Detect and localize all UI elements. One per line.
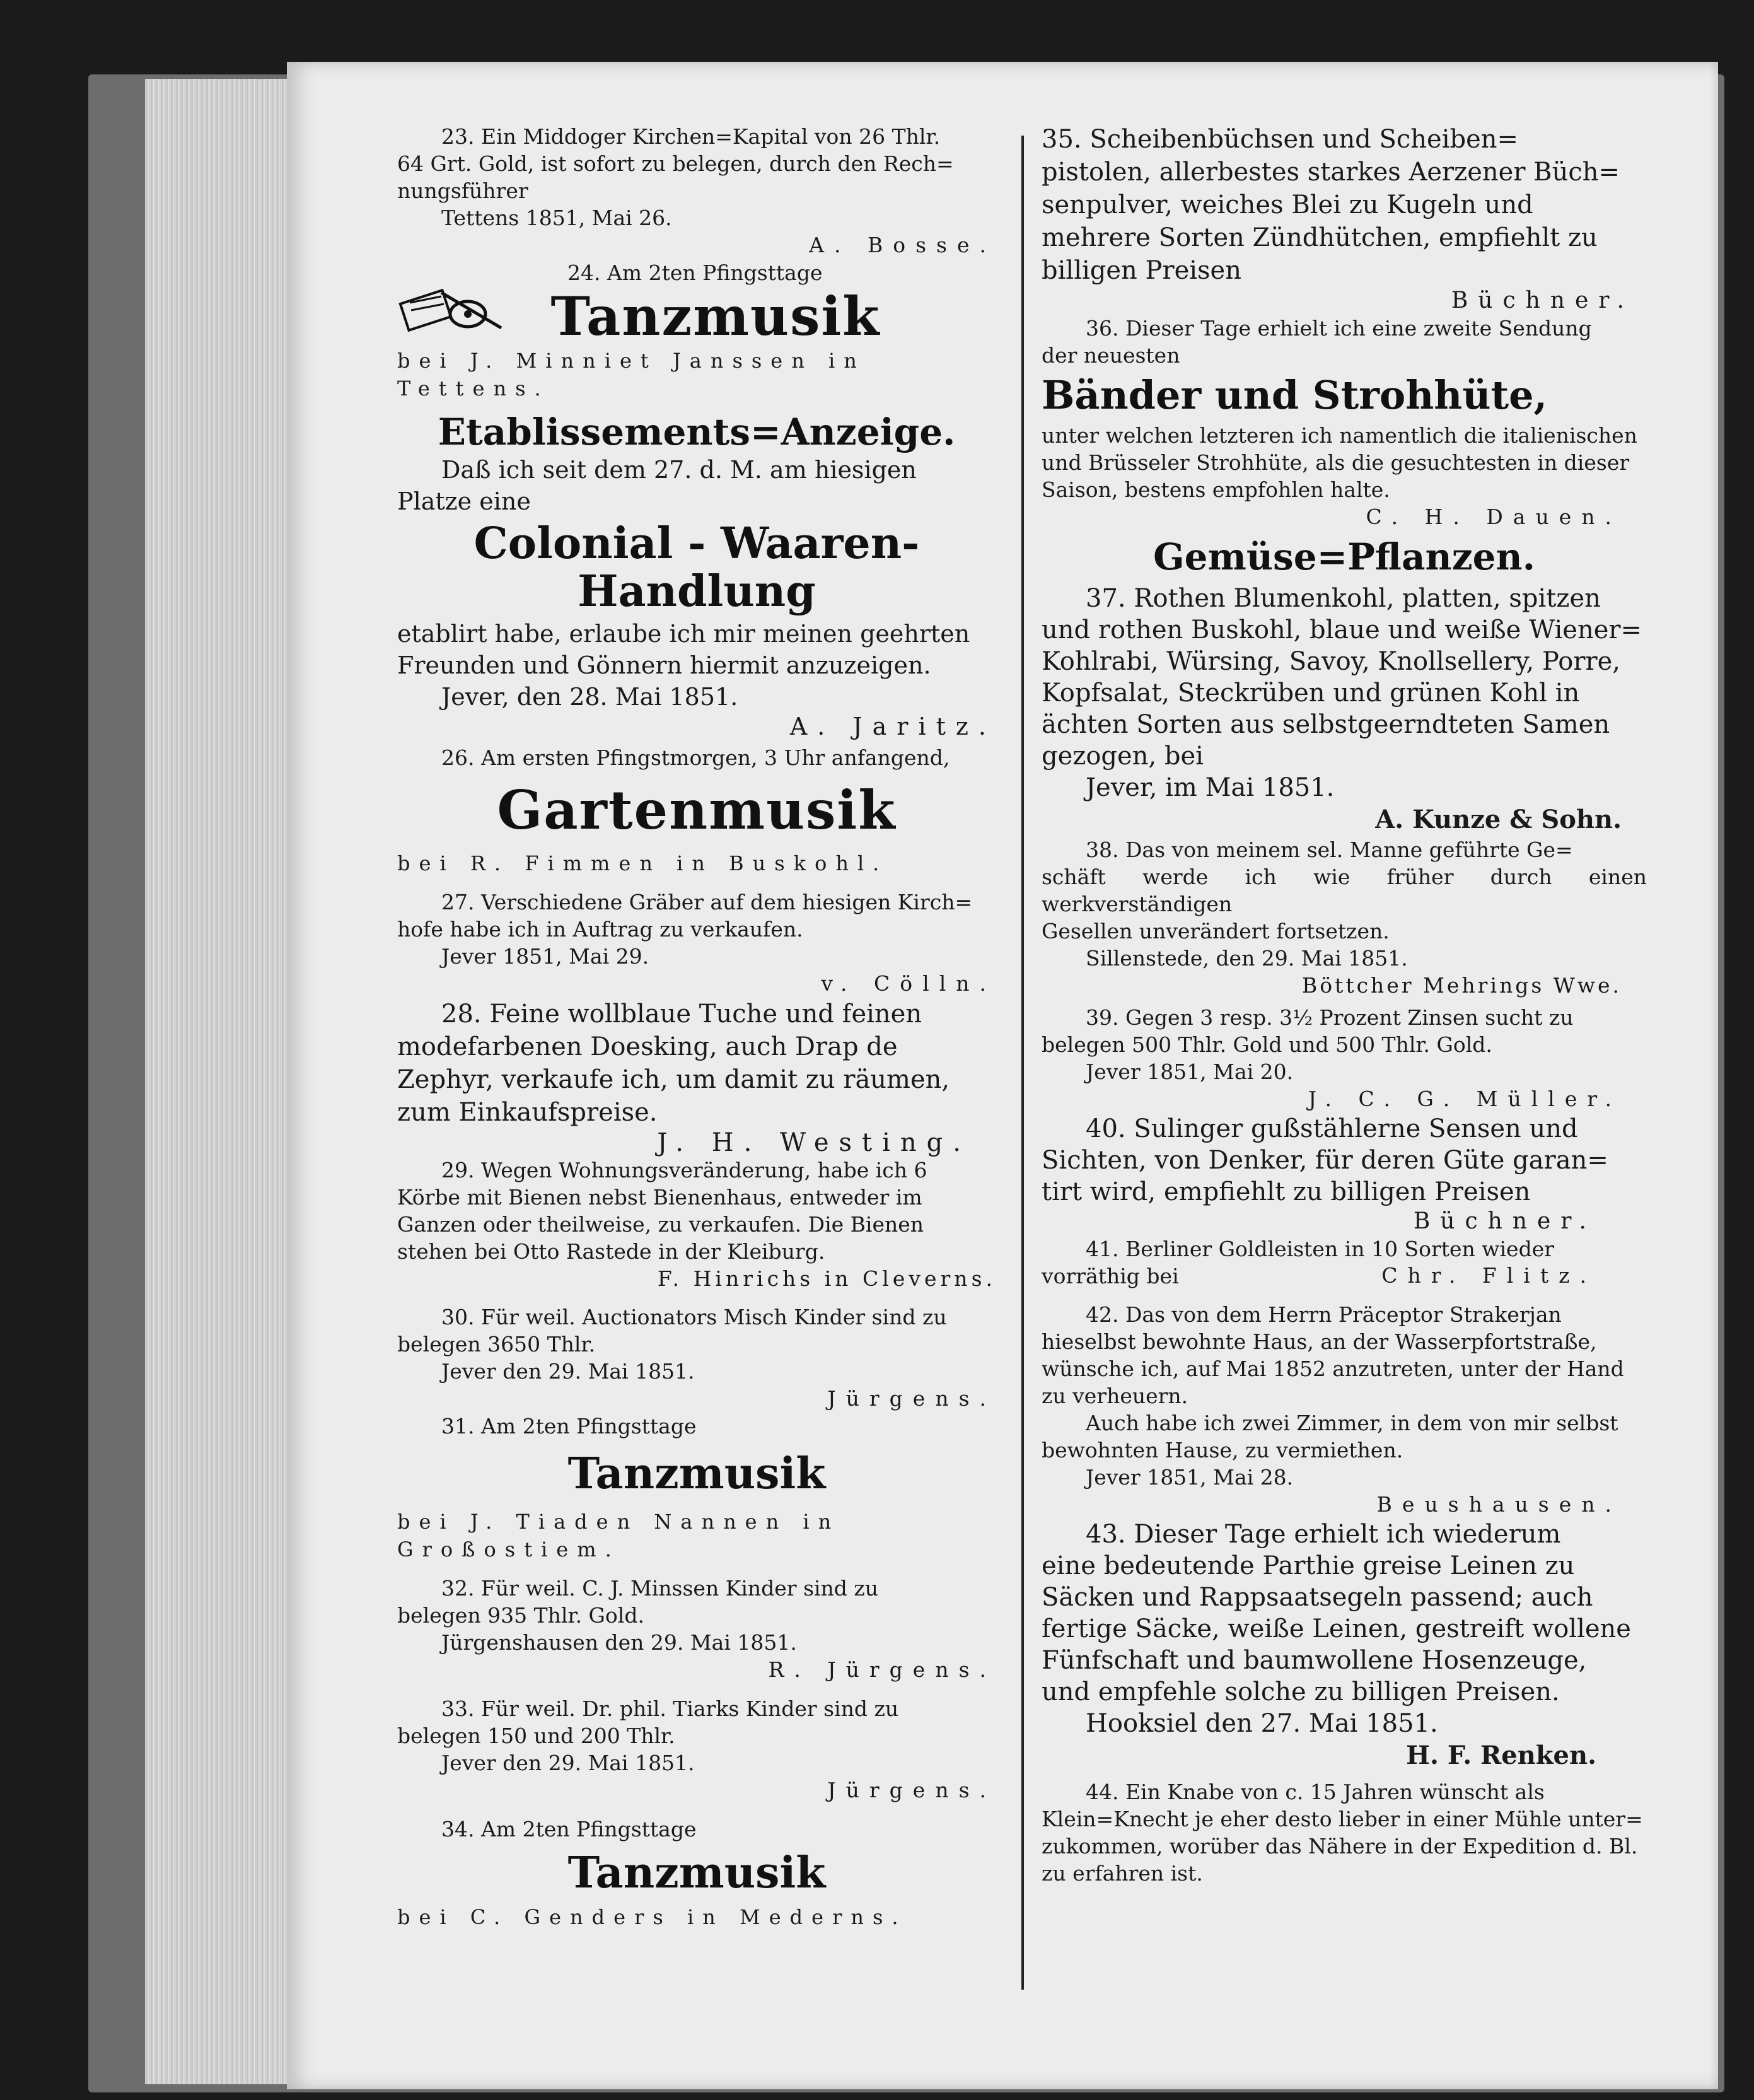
ad-37-date: Jever, im Mai 1851. [1086, 773, 1335, 802]
ad-24-title: Tanzmusik [550, 285, 881, 347]
ad-23-line: 23. Ein Middoger Kirchen=Kapital von 26 Thlr. [441, 124, 941, 149]
est-line: Platze eine [397, 487, 531, 515]
ad-30-line: 30. Für weil. Auctionators Misch Kinder sind zu [441, 1305, 947, 1329]
right-column [1042, 123, 1647, 1887]
ad-43-line: Fünfschaft und baumwollene Hosenzeuge, [1042, 1646, 1587, 1675]
ad-26-title: Gartenmusik [497, 779, 897, 841]
est-line: Freunden und Gönnern hiermit anzuzeigen. [397, 651, 931, 679]
ad-23-line: nungsführer [397, 178, 528, 203]
ad-33-line: 33. Für weil. Dr. phil. Tiarks Kinder sind zu [441, 1696, 899, 1721]
ad-33-line: belegen 150 und 200 Thlr. [397, 1724, 675, 1748]
ad-37-line: Kopfsalat, Steckrüben und grünen Kohl in [1042, 679, 1580, 708]
ad-39-line: 39. Gegen 3 resp. 3½ Prozent Zinsen sucht zu [1086, 1005, 1574, 1030]
ad-41-signature: Chr. Flitz. [1381, 1263, 1596, 1288]
ad-23-date: Tettens 1851, Mai 26. [441, 206, 672, 230]
establishment-heading: Etablissements=Anzeige. [438, 411, 956, 453]
ad-42-date: Jever 1851, Mai 28. [1086, 1465, 1294, 1490]
ad-35-line: 35. Scheibenbüchsen und Scheiben= [1042, 125, 1519, 154]
ad-42-line: zu verheuern. [1042, 1384, 1188, 1408]
ad-36-signature: C. H. Dauen. [1366, 505, 1622, 529]
ad-31-venue: bei J. Tiaden Nannen in Großostiem. [397, 1510, 840, 1561]
ad-38-date: Sillenstede, den 29. Mai 1851. [1086, 946, 1408, 971]
ad-37-line: ächten Sorten aus selbstgeerndteten Samen [1042, 710, 1610, 739]
ad-42-line: 42. Das von dem Herrn Präceptor Strakerjan [1086, 1302, 1562, 1327]
ad-40-line: Sichten, von Denker, für deren Güte garan= [1042, 1146, 1608, 1175]
ad-43-line: und empfehle solche zu billigen Preisen. [1042, 1677, 1560, 1706]
ad-31-title: Tanzmusik [567, 1449, 826, 1499]
ad-32-line: belegen 935 Thlr. Gold. [397, 1603, 644, 1628]
est-date: Jever, den 28. Mai 1851. [441, 683, 738, 711]
ad-29-signature: F. Hinrichs in Cleverns. [657, 1266, 996, 1291]
ad-43-line: Säcken und Rappsaatsegeln passend; auch [1042, 1583, 1593, 1612]
ad-30-signature: Jürgens. [827, 1386, 996, 1411]
ad-43-line: eine bedeutende Parthie greise Leinen zu [1042, 1551, 1575, 1580]
ad-35-line: pistolen, allerbestes starkes Aerzener Büch= [1042, 158, 1620, 187]
ad-42-line: bewohnten Hause, zu vermiethen. [1042, 1438, 1403, 1462]
ad-38-line: schäft werde ich wie früher durch einen werkverständigen [1042, 865, 1647, 916]
ad-43-line: 43. Dieser Tage erhielt ich wiederum [1086, 1520, 1561, 1549]
ad-27-line: 27. Verschiedene Gräber auf dem hiesigen Kirch= [441, 890, 973, 914]
ad-35-line: billigen Preisen [1042, 256, 1241, 285]
ad-40-signature: Büchner. [1413, 1208, 1596, 1234]
ad-24-heading [397, 286, 996, 347]
ad-31-line: 31. Am 2ten Pfingsttage [441, 1414, 697, 1438]
left-column [397, 123, 996, 1931]
ad-26-venue: bei R. Fimmen in Buskohl. [397, 851, 888, 875]
ad-44-line: 44. Ein Knabe von c. 15 Jahren wünscht als [1086, 1780, 1545, 1804]
ad-28-line: 28. Feine wollblaue Tuche und feinen [441, 1000, 922, 1029]
ad-43-date: Hooksiel den 27. Mai 1851. [1086, 1709, 1438, 1738]
ad-33-date: Jever den 29. Mai 1851. [441, 1751, 695, 1775]
ad-23-line: 64 Grt. Gold, ist sofort zu belegen, durch den Rech= [397, 151, 954, 176]
ad-36-line: 36. Dieser Tage erhielt ich eine zweite Sendung [1086, 316, 1592, 341]
ad-35-line: mehrere Sorten Zündhütchen, empfiehlt zu [1042, 223, 1598, 252]
ad-38-signature: Böttcher Mehrings Wwe. [1301, 973, 1622, 998]
ad-30-line: belegen 3650 Thlr. [397, 1332, 596, 1356]
ad-35-line: senpulver, weiches Blei zu Kugeln und [1042, 190, 1533, 219]
ad-40-line: 40. Sulinger gußstählerne Sensen und [1086, 1114, 1578, 1143]
est-big-2: Handlung [578, 566, 816, 617]
ad-29-line: Körbe mit Bienen nebst Bienenhaus, entweder im [397, 1185, 922, 1210]
ad-29-line: 29. Wegen Wohnungsveränderung, habe ich 6 [441, 1158, 927, 1182]
ad-32-date: Jürgenshausen den 29. Mai 1851. [441, 1630, 797, 1655]
ad-33-signature: Jürgens. [827, 1778, 996, 1802]
est-line: etablirt habe, erlaube ich mir meinen geehrten [397, 620, 970, 648]
ad-28-line: zum Einkaufspreise. [397, 1098, 658, 1127]
ad-34-title: Tanzmusik [567, 1848, 826, 1898]
page-edges [145, 79, 290, 2084]
ad-36-line: und Brüsseler Strohhüte, als die gesuchtesten in dieser [1042, 450, 1630, 475]
ad-28-signature: J. H. Westing. [657, 1128, 971, 1157]
ad-39-line: belegen 500 Thlr. Gold und 500 Thlr. Gold. [1042, 1032, 1492, 1057]
ad-32-line: 32. Für weil. C. J. Minssen Kinder sind zu [441, 1576, 879, 1601]
ad-44-line: Klein=Knecht je eher desto lieber in einer Mühle unter= [1042, 1807, 1643, 1831]
est-line: Daß ich seit dem 27. d. M. am hiesigen [441, 456, 917, 484]
est-signature: A. Jaritz. [789, 713, 996, 740]
ad-37-line: Kohlrabi, Würsing, Savoy, Knollsellery, Porre, [1042, 647, 1620, 676]
ad-23-signature: A. Bosse. [809, 233, 996, 257]
ad-36-heading: Bänder und Strohhüte, [1042, 372, 1548, 418]
ad-26-line: 26. Am ersten Pfingstmorgen, 3 Uhr anfangend, [441, 745, 950, 770]
ad-43-signature: H. F. Renken. [1406, 1741, 1596, 1770]
ad-35-signature: Büchner. [1451, 288, 1634, 313]
ad-27-signature: v. Cölln. [821, 971, 996, 996]
ad-42-signature: Beushausen. [1376, 1492, 1622, 1517]
ad-37-line: 37. Rothen Blumenkohl, platten, spitzen [1086, 584, 1601, 613]
ad-38-line: Gesellen unverändert fortsetzen. [1042, 919, 1390, 943]
ad-37-heading: Gemüse=Pflanzen. [1153, 535, 1535, 578]
ad-38-line: 38. Das von meinem sel. Manne geführte Ge= [1086, 837, 1573, 862]
guitar-icon [397, 277, 504, 338]
ad-36-line: Saison, bestens empfohlen halte. [1042, 477, 1390, 502]
ad-37-line: gezogen, bei [1042, 742, 1204, 771]
ad-37-signature: A. Kunze & Sohn. [1375, 805, 1622, 834]
ad-39-signature: J. C. G. Müller. [1308, 1087, 1622, 1111]
ad-30-date: Jever den 29. Mai 1851. [441, 1359, 695, 1384]
ad-37-line: und rothen Buskohl, blaue und weiße Wiener= [1042, 615, 1642, 645]
ad-24-line: 24. Am 2ten Pfingsttage [567, 260, 823, 285]
ad-29-line: Ganzen oder theilweise, zu verkaufen. Die Bienen [397, 1212, 924, 1237]
ad-39-date: Jever 1851, Mai 20. [1086, 1059, 1294, 1084]
ad-28-line: modefarbenen Doesking, auch Drap de [397, 1032, 898, 1061]
ad-27-date: Jever 1851, Mai 29. [441, 944, 649, 969]
ad-32-signature: R. Jürgens. [768, 1657, 996, 1682]
ad-43-line: fertige Säcke, weiße Leinen, gestreift wollene [1042, 1614, 1631, 1643]
ad-27-line: hofe habe ich in Auftrag zu verkaufen. [397, 917, 803, 942]
ad-42-line: wünsche ich, auf Mai 1852 anzutreten, unter der Hand [1042, 1356, 1624, 1381]
est-big-1: Colonial - Waaren- [473, 518, 920, 569]
ad-29-line: stehen bei Otto Rastede in der Kleiburg. [397, 1239, 825, 1264]
ad-34-venue: bei C. Genders in Mederns. [397, 1905, 907, 1929]
ad-42-line: hieselbst bewohnte Haus, an der Wasserpfortstraße, [1042, 1329, 1597, 1354]
ad-36-line: unter welchen letzteren ich namentlich die italienischen [1042, 423, 1637, 448]
column-divider [1021, 136, 1024, 1990]
ad-41-line: vorräthig bei [1042, 1264, 1179, 1288]
ad-44-line: zu erfahren ist. [1042, 1861, 1203, 1886]
ad-34-line: 34. Am 2ten Pfingsttage [441, 1817, 697, 1841]
ad-36-line: der neuesten [1042, 343, 1180, 368]
ad-41-line: 41. Berliner Goldleisten in 10 Sorten wieder [1086, 1237, 1555, 1261]
ad-24-venue: bei J. Minniet Janssen in Tettens. [397, 349, 866, 400]
ad-44-line: zukommen, worüber das Nähere in der Expedition d. Bl. [1042, 1834, 1638, 1858]
ad-42-line: Auch habe ich zwei Zimmer, in dem von mir selbst [1086, 1411, 1618, 1435]
ad-40-line: tirt wird, empfiehlt zu billigen Preisen [1042, 1177, 1531, 1206]
ad-28-line: Zephyr, verkaufe ich, um damit zu räumen, [397, 1065, 950, 1094]
